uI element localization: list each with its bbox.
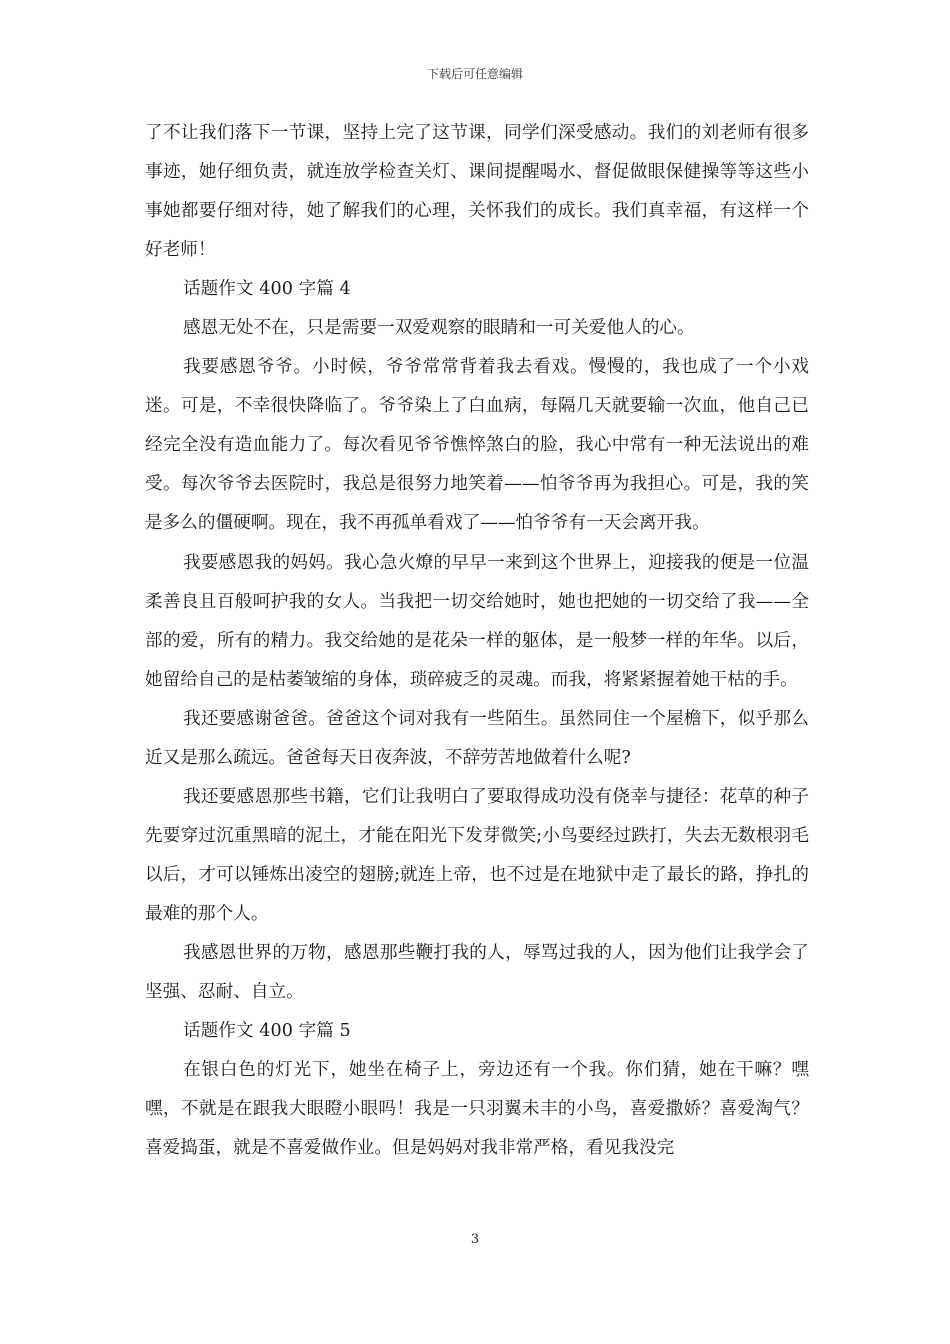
- document-body: [145, 114, 809, 1168]
- paragraph: 我感恩世界的万物，感恩那些鞭打我的人，辱骂过我的人，因为他们让我学会了坚强、忍耐、自立。: [145, 942, 809, 1003]
- page-header: 下载后可任意编辑: [426, 67, 523, 81]
- paragraph: 在银白色的灯光下，她坐在椅子上，旁边还有一个我。你们猜，她在干嘛？嘿嘿，不就是在跟我大眼瞪小眼吗！我是一只羽翼未丰的小鸟，喜爱撒娇？喜爱淘气？喜爱捣蛋，就是不喜爱做作业。但是妈妈对我非常严格，看见我没完: [145, 1060, 809, 1159]
- page-number: 3: [470, 1232, 480, 1247]
- paragraph: 我要感恩爷爷。小时候，爷爷常常背着我去看戏。慢慢的，我也成了一个小戏迷。可是，不幸很快降临了。爷爷染上了白血病，每隔几天就要输一次血，他自己已经完全没有造血能力了。每次看见爷爷憔悴煞白的脸，我心中常有一种无法说出的难受。每次爷爷去医院时，我总是很努力地笑着——怕爷爷再为我担心。可是，我的笑是多么的僵硬啊。现在，我不再孤单看戏了——怕爷爷有一天会离开我。: [145, 357, 809, 534]
- section-heading: 话题作文 400 字篇 4: [183, 279, 351, 300]
- paragraph: 我还要感恩那些书籍，它们让我明白了要取得成功没有侥幸与捷径：花草的种子先要穿过沉重黑暗的泥土，才能在阳光下发芽微笑;小鸟要经过跌打，失去无数根羽毛以后，才可以锤炼出凌空的翅膀;就连上帝，也不过是在地狱中走了最长的路，挣扎的最难的那个人。: [145, 786, 809, 924]
- paragraph-continuation: 了不让我们落下一节课，坚持上完了这节课，同学们深受感动。我们的刘老师有很多事迹，她仔细负责，就连放学检查关灯、课间提醒喝水、督促做眼保健操等等这些小事她都要仔细对待，她了解我们的心理，关怀我们的成长。我们真幸福，有这样一个好老师！: [145, 123, 809, 261]
- paragraph: 感恩无处不在，只是需要一双爱观察的眼睛和一可关爱他人的心。: [183, 318, 695, 339]
- paragraph: 我还要感谢爸爸。爸爸这个词对我有一些陌生。虽然同住一个屋檐下，似乎那么近又是那么疏远。爸爸每天日夜奔波，不辞劳苦地做着什么呢?: [145, 708, 809, 768]
- paragraph: 我要感恩我的妈妈。我心急火燎的早早一来到这个世界上，迎接我的便是一位温柔善良且百般呵护我的女人。当我把一切交给她时，她也把她的一切交给了我——全部的爱，所有的精力。我交给她的是花朵一样的躯体，是一般梦一样的年华。以后，她留给自己的是枯萎皱缩的身体，琐碎疲乏的灵魂。而我，将紧紧握着她干枯的手。: [145, 552, 809, 690]
- section-heading: 话题作文 400 字篇 5: [183, 1021, 351, 1042]
